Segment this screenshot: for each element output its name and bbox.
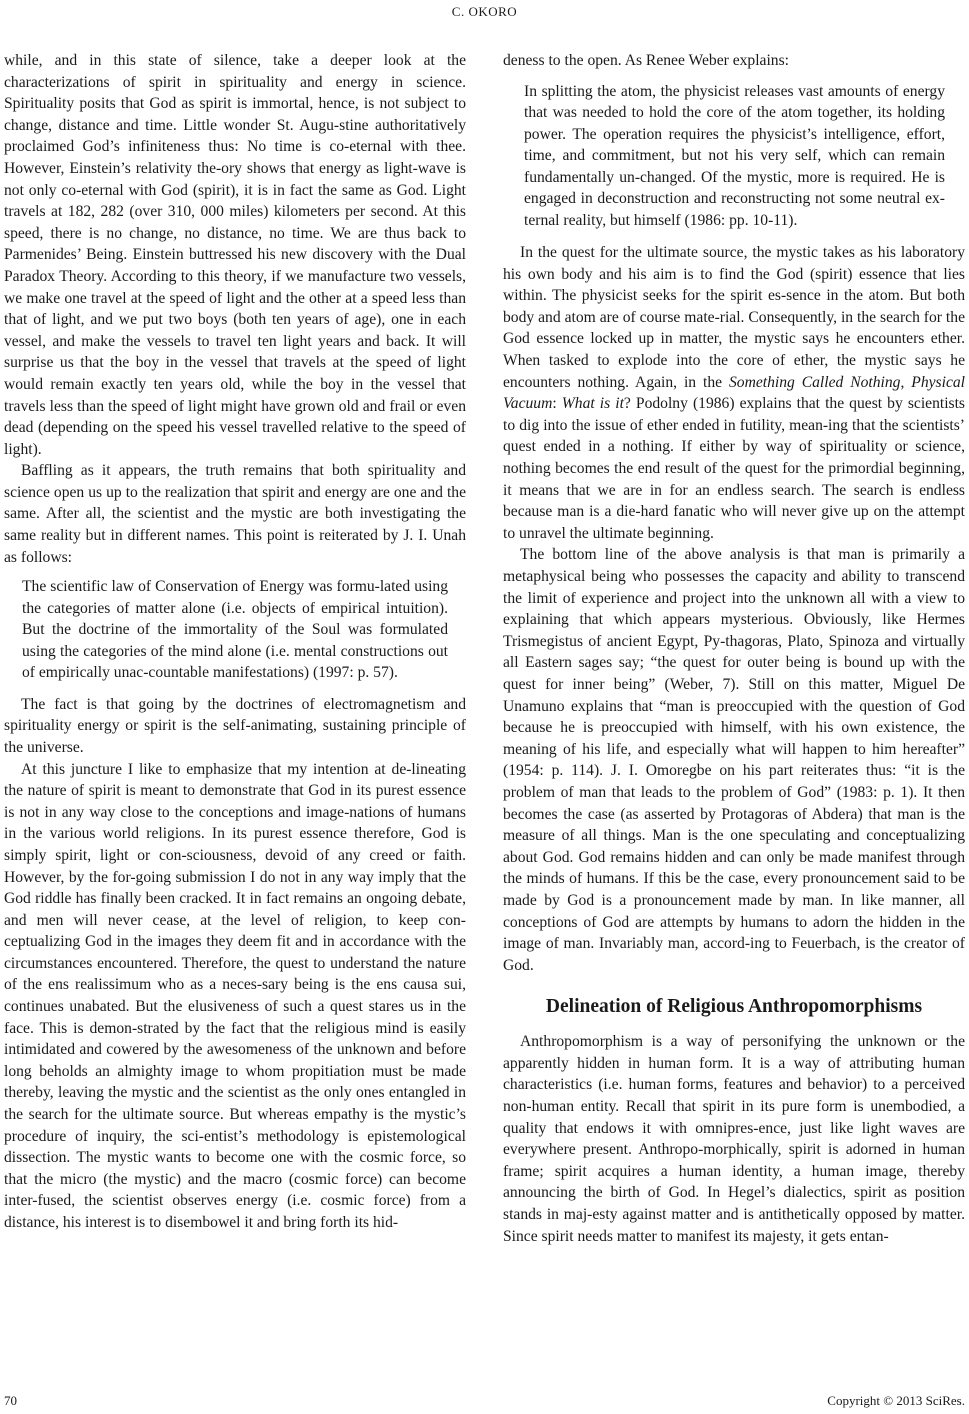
running-head: C. OKORO	[451, 4, 518, 19]
paragraph: The fact is that going by the doctrines of electromagnetism and spirituality energy or spirit is the self-animating, sustaining principle of the universe.	[4, 695, 466, 756]
paragraph: deness to the open. As Renee Weber explains:	[503, 52, 790, 69]
book-title: Something Called Nothing	[728, 373, 901, 391]
paragraph	[503, 242, 965, 544]
paragraph: At this juncture I like to emphasize that my intention at de-lineating the nature of spirit is meant to demonstrate that God in its purest essence is not in any way close to the conceptions and image-nations of humans in the various world religions. In its purest essence therefore, God is simply spirit, light or con-sciousness, devoid of any creed or faith. However, by the for-going submission I do not in any way imply that the God riddle has finally been cracked. It in fact remains an ongoing debate, and men will never cease, at the level of religion, to keep con-ceptualizing God in the images they deem fit and in accordance with the circumstances encountered. Therefore, the quest to understand the nature of the ens realissimum who as a neces-sary being is the ens causa sui, continues unabated. But the elusiveness of such a quest stares us in the face. This is demon-strated by the fact that the religious mind is easily intimidated and cowered by the awesomeness of the unknown and before long beholds an almighty image to whom propitiation must be made thereby, leaving the mystic and the scientist as the only ones entangled in the search for the ultimate source. But whereas empathy is the mystic’s procedure of inquiry, the sci-entist’s methodology is epistemological dissection. The mystic wants to become one with the cosmic force, so that the micro (the mystic) and the macro (cosmic force) can become inter-fused, the scientist observes energy (i.e. cosmic force) from a distance, his interest is to disembowel it and bring forth its hid-	[4, 760, 466, 1231]
book-title: What is it	[561, 395, 624, 413]
paragraph: The bottom line of the above analysis is that man is primarily a metaphysical being who possesses the capacity and ability to transcend the limit of experience and project into the unknown all with a view to explaining that which appears mysterious. Obviously, like Hermes Trismegistus of ancient Egypt, Py-thagoras, Plato, Spinoza and virtually all Eastern sages say; “the quest for outer being is bound up with the quest for inner being” (Weber, 7). Still on this matter, Miguel De Unamuno explains that “man is preoccupied with the question of God because he is preoccupied with himself, with his own existence, the meaning of his life, and especially what will happen to him hereafter” (1954: p. 114). J. I. Omoregbe on his part reiterates thus: “it is the problem of man that leads to the problem of God” (1983: p. 1). It then becomes the case (as asserted by Protagoras of Abdera) that man is the measure of all things. Man is the one speculating and conceptualizing about God. God remains hidden and can only be made manifest through the minds of humans. If this be the case, every pronouncement said to be made by God is a pronouncement made by man. In like manner, all conceptions of God are attempts by humans to adorn the hidden in the image of man. Invariably man, accord-ing to Feuerbach, is the creator of God.	[503, 546, 965, 974]
paragraph: while, and in this state of silence, take a deeper look at the characterizations of spirit in spirituality and energy in science. Spirituality posits that God as spirit is immortal, hence, is not subject to change, distance and time. Little wonder St. Augu-stine authoritatively proclaimed God’s infiniteness thus: No time is co-eternal with thee. However, Einstein’s relativity the-ory shows that energy as light-wave is not only co-eternal with God (spirit), it is in fact the same as God. Light travels at 182, 282 (over 310, 000 miles) kilometers per second. At this speed, there is no change, no distance, no time. We are thus back to Parmenides’ Being. Einstein buttressed his new discovery with the Dual Paradox Theory. According to this theory, if we manufacture two vessels, we make one travel at the speed of light and the other at a speed less than that of light, and we put two boys (both ten years of age), one in each vessel, and make the vessels to travel ten light years and back. It will surprise us that the boy in the vessel that travels at the speed of light would remain exactly ten years old, while the boy in the vessel that travels less than the speed of light might have grown old and frail or even dead (depending on the speed his vessel travelled relative to the speed of light).	[4, 52, 466, 458]
text-run: ,	[900, 373, 912, 391]
section-heading: Delineation of Religious Anthropomorphisms	[545, 996, 923, 1018]
paragraph: Anthropomorphism is a way of personifying the unknown or the apparently hidden in human form. It is a way of attributing human characteristics (i.e. human forms, features and behavior) to a perceived non-human entity. Recall that spirit in its pure form is unembodied, a quality that endows it with omnipres-ence, just like light waves are everywhere present. Anthropo-morphically, spirit is adorned in human frame; spirit acquires a human identity, a human image, thereby announcing the birth of God. In Hegel’s dialectics, spirit as position stands in maj-esty against matter and is antithetically opposed by matter. Since spirit needs matter to manifest its majesty, it gets entan-	[503, 1033, 965, 1245]
text-run: ? Podolny (1986) explains that the quest by scientists to dig into the issue of ether ended in futility, mean-ing that the scientists’ quest ended in a nothing. If either by way of spirituality or science, nothing becomes the end result of the quest for the primordial beginning, it means that we are in for an endless search. The search is endless because man is a die-hard fanatic who will never give up on the attempt to unravel the ultimate beginning.	[503, 395, 966, 542]
paragraph: Baffling as it appears, the truth remains that both spirituality and science open us up to the realization that spirit and energy are one and the same. After all, the scientist and the mystic are both investigating the same reality but in different names. This point is reiterated by J. I. Unah as follows:	[4, 462, 466, 566]
copyright-notice: Copyright © 2013 SciRes.	[827, 1393, 965, 1408]
block-quote: The scientific law of Conservation of Energy was formu-lated using the categories of matter alone (i.e. objects of empirical intuition). But the doctrine of the immortality of the Soul was formulated using the categories of the mind alone (i.e. mental constructions out of empirically unac-countable manifestations) (1997: p. 57).	[22, 578, 448, 682]
page-number: 70	[4, 1393, 17, 1408]
left-column	[4, 50, 466, 1234]
book-title: Physical Vacuum	[503, 373, 965, 413]
text-run: In the quest for the ultimate source, the mystic takes as his laboratory his own body and his aim is to find the God (spirit) essence that lies within. The physicist seeks for the spirit es-sence in the atom. But both body and atom are of course mate-rial. Consequently, in the search for the God essence locked up in matter, the mystic says he encounters ether. When tasked to explode into the core of ether, the mystic says he encounters nothing. Again, in the	[503, 244, 965, 391]
right-column	[503, 50, 965, 1247]
text-run: :	[552, 395, 562, 413]
block-quote: In splitting the atom, the physicist releases vast amounts of energy that was needed to hold the core of the atom together, its holding power. The operation requires the physicist’s intelligence, effort, time, and commitment, but not his very self, which can remain fundamentally un-changed. Of the mystic, more is required. He is engaged in deconstruction and reconstructing not some neutral ex-ternal reality, but himself (1986: pp. 10-11).	[524, 82, 945, 229]
